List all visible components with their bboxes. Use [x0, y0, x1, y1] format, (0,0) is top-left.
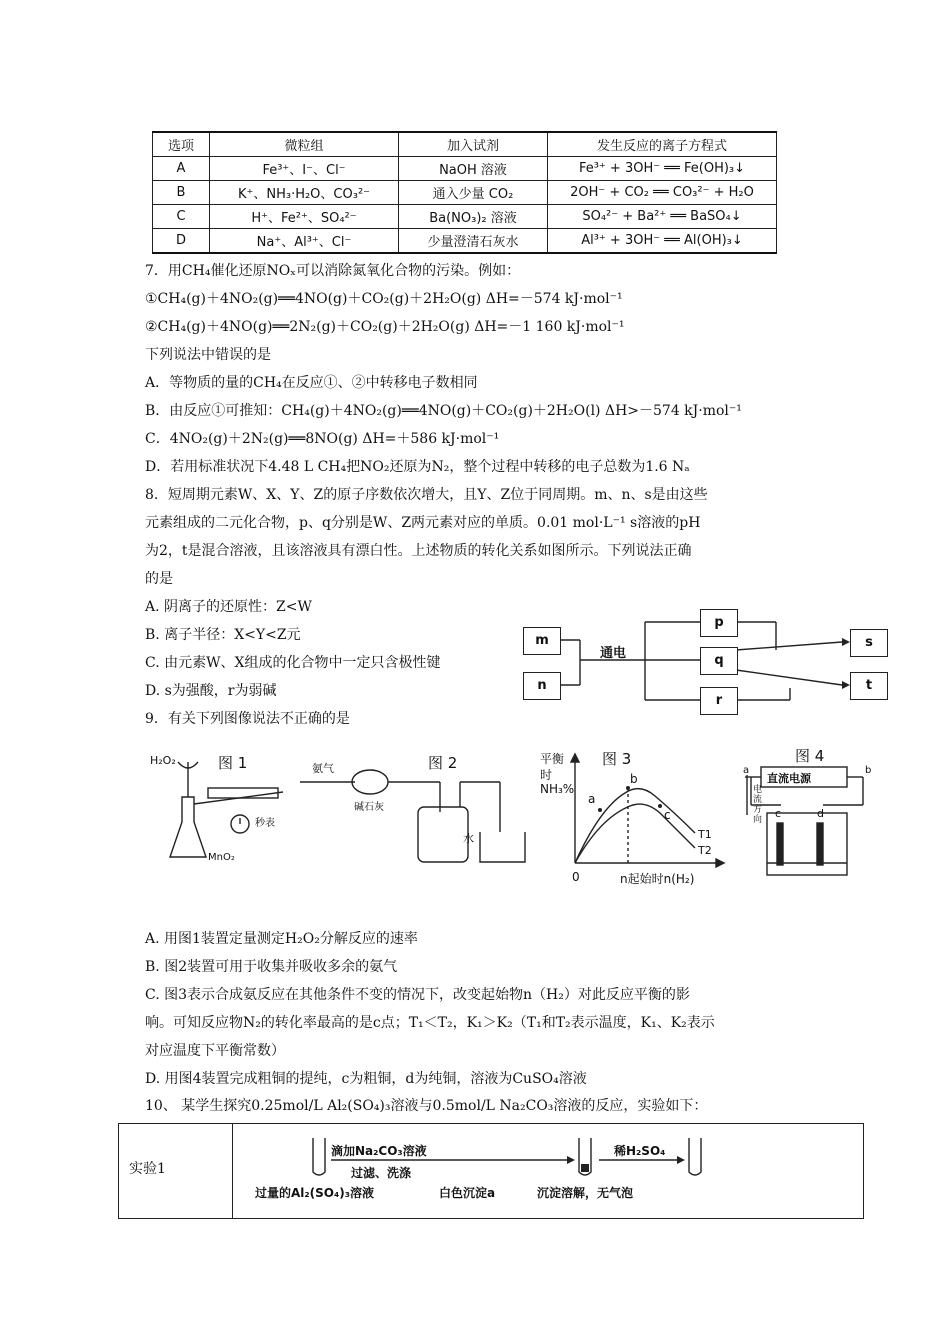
node-n: n — [523, 672, 561, 700]
table-cell: SO₄²⁻ + Ba²⁺ ══ BaSO₄↓ — [548, 205, 777, 229]
q7-stem: 7．用CH₄催化还原NOₓ可以消除氮氧化合物的污染。例如： — [145, 263, 521, 279]
tube-1-label: 过量的Al₂(SO₄)₃溶液 — [255, 1186, 374, 1200]
experiment-label-cell — [119, 1124, 233, 1218]
q9-option-c-line-2: 响。可知反应物N₂的转化率最高的是c点；T₁＜T₂，K₁＞K₂（T₁和T₂表示温度，K₁、K₂表示 — [145, 1015, 715, 1031]
y-axis-label-2: 时 — [540, 768, 553, 782]
water-label: 水 — [463, 832, 474, 845]
y-axis-label-1: 平衡 — [540, 752, 565, 766]
q7-option-c: C．4NO₂(g)＋2N₂(g)══8NO(g) ΔH=＋586 kJ·mol⁻¹ — [145, 431, 500, 447]
table-cell: 少量澄清石灰水 — [399, 229, 548, 254]
figure-3-title: 图 3 — [602, 750, 632, 768]
options-table — [152, 131, 777, 254]
figure-3 — [540, 748, 730, 888]
table-row — [153, 205, 777, 229]
figure-1 — [148, 752, 298, 872]
point-c-label: c — [664, 808, 671, 822]
q7-option-b: B．由反应①可推知：CH₄(g)＋4NO₂(g)══4NO(g)＋CO₂(g)＋2H₂O(l) ΔH>－574 kJ·mol⁻¹ — [145, 403, 742, 419]
table-cell: Fe³⁺ + 3OH⁻ ══ Fe(OH)₃↓ — [548, 157, 777, 181]
electrolysis-label: 通电 — [600, 646, 627, 661]
h2o2-label: H₂O₂ — [150, 754, 176, 767]
table-cell: H⁺、Fe²⁺、SO₄²⁻ — [210, 205, 399, 229]
q9-option-b: B. 图2装置可用于收集并吸收多余的氨气 — [145, 959, 398, 975]
x-axis-label: n起始时n(H₂) — [620, 872, 695, 886]
table-cell: NaOH 溶液 — [399, 157, 548, 181]
table-row — [153, 157, 777, 181]
experiment-label: 实验1 — [129, 1161, 166, 1177]
q8-option-b: B. 离子半径：X<Y<Z元 — [145, 627, 301, 643]
table-cell: A — [153, 157, 210, 181]
q10-stem: 10、 某学生探究0.25mol/L Al₂(SO₄)₃溶液与0.5mol/L Na₂CO₃溶液的反应，实验如下： — [145, 1098, 708, 1114]
point-a-label: a — [588, 792, 596, 806]
q9-option-d: D. 用图4装置完成粗铜的提纯，c为粗铜，d为纯铜，溶液为CuSO₄溶液 — [145, 1071, 587, 1087]
figure-2-title: 图 2 — [428, 754, 458, 772]
table-cell: Ba(NO₃)₂ 溶液 — [399, 205, 548, 229]
current-direction-label: 电流方向 — [753, 785, 763, 825]
q7-option-a: A．等物质的量的CH₄在反应①、②中转移电子数相同 — [145, 375, 478, 391]
electrode-c-label: c — [775, 807, 782, 820]
q7-option-d: D．若用标准状况下4.48 L CH₄把NO₂还原为N₂，整个过程中转移的电子总数为1.6 Nₐ — [145, 459, 690, 475]
q8-stem-line-4: 的是 — [145, 571, 173, 587]
step-2-reagent: 稀H₂SO₄ — [614, 1144, 666, 1158]
table-row — [153, 229, 777, 254]
figure-4 — [745, 745, 880, 880]
q8-stem-line-1: 8．短周期元素W、X、Y、Z的原子序数依次增大，且Y、Z位于同周期。m、n、s是由这些 — [145, 487, 708, 503]
experiment-table — [118, 1123, 864, 1219]
table-cell: C — [153, 205, 210, 229]
tube-2-label: 白色沉淀a — [439, 1186, 496, 1200]
table-cell: Fe³⁺、I⁻、Cl⁻ — [210, 157, 399, 181]
figure-3-graph — [540, 748, 730, 888]
q9-option-c-line-1: C. 图3表示合成氨反应在其他条件不变的情况下，改变起始物n（H₂）对此反应平衡的影 — [145, 987, 690, 1003]
q8-stem-line-3: 为2，t是混合溶液，且该溶液具有漂白性。上述物质的转化关系如图所示。下列说法正确 — [145, 543, 692, 559]
table-cell: Na⁺、Al³⁺、Cl⁻ — [210, 229, 399, 254]
table-header: 发生反应的离子方程式 — [548, 132, 777, 157]
figure-1-title: 图 1 — [218, 754, 248, 772]
table-row — [153, 181, 777, 205]
node-t: t — [850, 672, 888, 700]
terminal-b-label: b — [865, 765, 872, 776]
table-cell: 2OH⁻ + CO₂ ══ CO₃²⁻ + H₂O — [548, 181, 777, 205]
mno2-label: MnO₂ — [208, 852, 235, 863]
stopwatch-label: 秒表 — [255, 818, 275, 829]
origin-label: 0 — [572, 870, 580, 884]
table-cell: D — [153, 229, 210, 254]
step-1-operation: 过滤、洗涤 — [351, 1166, 412, 1180]
q8-option-d: D. s为强酸，r为弱碱 — [145, 683, 277, 699]
curve-t1-label: T1 — [698, 828, 712, 841]
table-cell: K⁺、NH₃·H₂O、CO₃²⁻ — [210, 181, 399, 205]
figure-2 — [300, 752, 530, 872]
y-axis-label-3: NH₃% — [540, 782, 575, 796]
table-cell: B — [153, 181, 210, 205]
table-header: 加入试剂 — [399, 132, 548, 157]
node-r: r — [700, 687, 738, 715]
step-1-reagent: 滴加Na₂CO₃溶液 — [331, 1144, 427, 1158]
q8-option-c: C. 由元素W、X组成的化合物中一定只含极性键 — [145, 655, 441, 671]
experiment-diagram — [239, 1124, 879, 1218]
table-header: 微粒组 — [210, 132, 399, 157]
node-p: p — [700, 609, 738, 637]
q7-question: 下列说法中错误的是 — [145, 347, 271, 363]
q9-option-c-line-3: 对应温度下平衡常数） — [145, 1043, 285, 1059]
q8-stem-line-2: 元素组成的二元化合物，p、q分别是W、Z两元素对应的单质。0.01 mol·L⁻¹ s溶液的pH — [145, 515, 701, 531]
node-q: q — [700, 647, 738, 675]
q7-equation-2: ②CH₄(g)＋4NO(g)══2N₂(g)＋CO₂(g)＋2H₂O(g) ΔH=－1 160 kJ·mol⁻¹ — [145, 319, 625, 335]
point-b-label: b — [630, 772, 638, 786]
terminal-a-label: a — [743, 765, 750, 776]
figure-4-title: 图 4 — [795, 747, 825, 765]
ammonia-label: 氨气 — [312, 762, 334, 775]
table-cell: Al³⁺ + 3OH⁻ ══ Al(OH)₃↓ — [548, 229, 777, 254]
q9-stem: 9．有关下列图像说法不正确的是 — [145, 711, 350, 727]
q9-option-a: A. 用图1装置定量测定H₂O₂分解反应的速率 — [145, 931, 418, 947]
node-s: s — [850, 629, 888, 657]
electrode-d-label: d — [817, 807, 824, 820]
q8-flow-diagram — [520, 600, 900, 720]
curve-t2-label: T2 — [698, 844, 712, 857]
figure-2-apparatus — [300, 752, 530, 872]
table-cell: 通入少量 CO₂ — [399, 181, 548, 205]
node-m: m — [523, 627, 561, 655]
table-header: 选项 — [153, 132, 210, 157]
power-supply-label: 直流电源 — [767, 772, 811, 785]
q7-equation-1: ①CH₄(g)＋4NO₂(g)══4NO(g)＋CO₂(g)＋2H₂O(g) ΔH=－574 kJ·mol⁻¹ — [145, 291, 623, 307]
q8-option-a: A. 阴离子的还原性：Z<W — [145, 599, 312, 615]
soda-lime-label: 碱石灰 — [354, 802, 384, 813]
tube-3-label: 沉淀溶解，无气泡 — [537, 1186, 634, 1200]
